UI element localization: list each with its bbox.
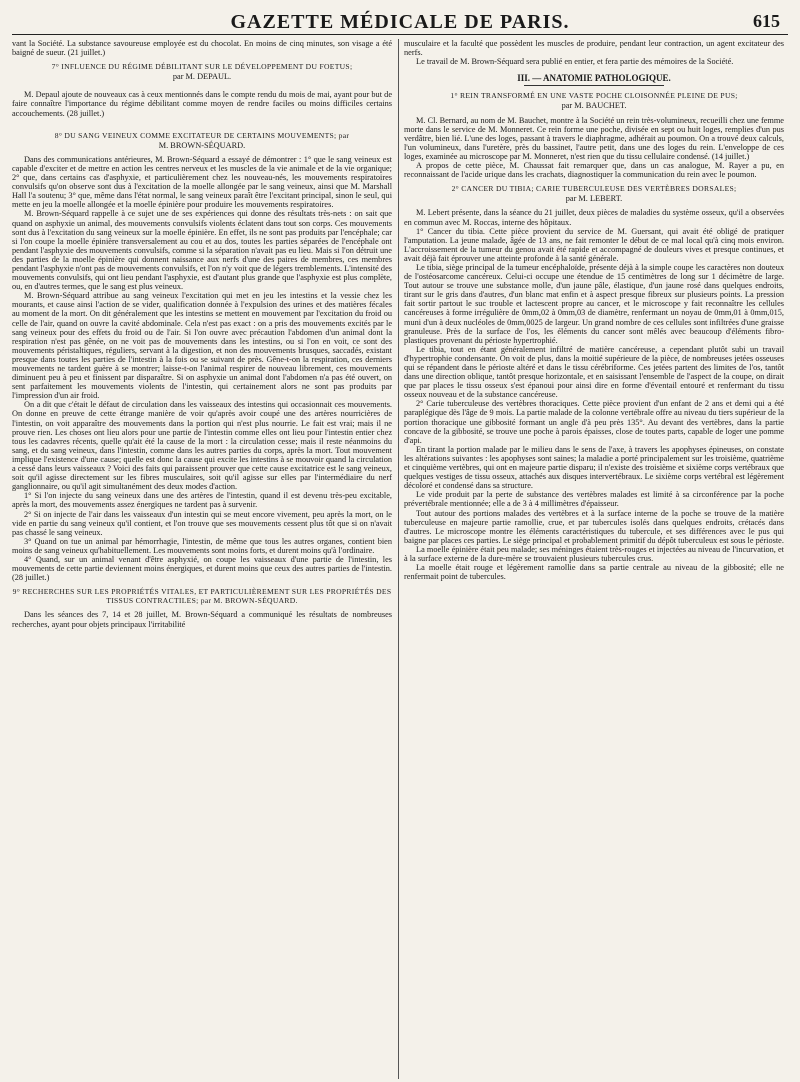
section-title: 1° REIN TRANSFORMÉ EN UNE VASTE POCHE CLOISONNÉE PLEINE DE PUS; (450, 91, 738, 101)
paragraph: M. Depaul ajoute de nouveaux cas à ceux mentionnés dans le compte rendu du mois de mai, ayant pour but de faire connaître l'importance du régime débilitant comme moyen de rendre faciles ou moins difficiles certains accouchements. (28 juillet.) (12, 90, 392, 118)
paragraph: M. Lebert présente, dans la séance du 21 juillet, deux pièces de maladies du système osseux, qu'il a observées en commun avec M. Roccas, interne des hôpitaux. (404, 208, 784, 227)
paragraph: M. Brown-Séquard rappelle à ce sujet une de ses expériences qui donne des résultats très-nets : on sait que quand on asphyxie un animal, des mouvements convulsifs violents éclatent dans tout son corps. Ces mouvements sont dus à l'excitation du sang veineux sur la moelle épinière. En effet, ils ne sont pas produits par l'encéphale; car si l'on coupe la moelle épinière transversalement au cou et au dos, toutes les parties séparées de l'encéphale ont pendant l'asphyxie des mouvements convulsifs, comme si la séparation n'avait pas eu lieu. Mais si l'on détruit une des parties de la moelle épinière qui donnent naissance aux nerfs d'une des paires de membres, ces membres pendant l'asphyxie n'ont pas de mouvements convulsifs, et l'on n'y voit que de légers tremblements. L'intensité des mouvements convulsifs, qui ont lieu pendant l'asphyxie, est d'autant plus grande que l'asphyxie est plus complète, ou, en d'autres termes, que le sang est plus veineux. (12, 209, 392, 292)
paragraph: 1° Si l'on injecte du sang veineux dans une des artères de l'intestin, quand il est devenu très-peu excitable, après la mort, des mouvements assez énergiques ne tardent pas à survenir. (12, 491, 392, 510)
page-number: 615 (753, 11, 780, 31)
paragraph: Le travail de M. Brown-Séquard sera publié en entier, et fera partie des mémoires de la Société. (416, 57, 734, 67)
column-divider (398, 39, 399, 1079)
journal-title: GAZETTE MÉDICALE DE PARIS. (230, 11, 570, 33)
right-column (404, 39, 784, 581)
paragraph: vant la Société. La substance savoureuse employée est du chocolat. En moins de cinq minutes, son visage a été baigné de sueur. (21 juillet.) (12, 39, 392, 58)
paragraph: 2° Carie tuberculeuse des vertèbres thoraciques. Cette pièce provient d'un enfant de 2 ans et demi qui a été paraplégique dès l'âge de 9 mois. La partie malade de la colonne vertébrale offre au niveau du tiers supérieur de la portion thoracique une gibbosité formant un angle d'à peu près 135°. Au devant des vertèbres, dans la partie concave de la gibbosité, se trouve une poche à parois épaisses, close de toutes parts, capable de loger une pomme d'api. (404, 399, 784, 445)
paragraph: La moelle était rouge et légèrement ramollie dans sa partie centrale au niveau de la gibbosité; elle ne renfermait point de tubercules. (404, 563, 784, 582)
section-title: 7° INFLUENCE DU RÉGIME DÉBILITANT SUR LE DÉVELOPPEMENT DU FOETUS; (51, 62, 353, 72)
left-column (12, 39, 392, 629)
paragraph: En tirant la portion malade par le milieu dans le sens de l'axe, à travers les apophyses épineuses, on constate les altérations suivantes : les apophyses sont saines; la maladie a porté principalement sur les troisième, quatrième et cinquième vertèbres, qui ont en majeure partie disparu; il n'existe des troisième et sixième corps vertébraux que quelques vestiges de tissu osseux, attachés aux disques intervertébraux. Le sixième corps vertébral est légèrement décoloré et condensé dans sa structure. (404, 444, 784, 491)
section-author: par M. DEPAUL. (172, 72, 232, 82)
page-header (12, 8, 788, 35)
paragraph: 3° Quand on tue un animal par hémorrhagie, l'intestin, de même que tous les autres organes, contient bien moins de sang veineux qu'habituellement. Les mouvements sont moins forts, et durent moins qu'à l'ordinaire. (12, 536, 392, 555)
paragraph: 4° Quand, sur un animal venant d'être asphyxié, on coupe les vaisseaux d'une partie de l'intestin, les mouvements de cette partie deviennent moins énergiques, et durent moins que ceux des autres parties de l'intestin. (28 juillet.) (12, 554, 392, 583)
heading-rule (524, 85, 664, 86)
section-title: 8° DU SANG VEINEUX COMME EXCITATEUR DE CERTAINS MOUVEMENTS; par (54, 130, 350, 140)
paragraph: M. Brown-Séquard attribue au sang veineux l'excitation qui met en jeu les intestins et la vessie chez les mourants, et cause ainsi l'action de se vider, qualification donnée à l'expulsion des urines et des matières fécales au moment de la mort. On dit généralement que les intestins se mettent en mouvement par l'excitation du froid ou celle de l'air, quand on ouvre la cavité abdominale. Cela n'est pas exact : on a pris des mouvements excités par le sang veineux pour des effets du froid ou de l'air. Si l'on ouvre avec précaution l'abdomen d'un animal dont la respiration n'est pas gênée, on ne voit pas de mouvements dans les intestins, ou si l'on en voit, ce sont des mouvements péristaltiques, réguliers, servant à la digestion, et non des mouvements brusques, saccadés, existant presque dans toutes les parties de l'intestin à la fois ou se suivant de près. Gêne-t-on la respiration, ces derniers mouvements ne tardent guère à se montrer; laisse-t-on l'animal respirer de nouveau librement, ces mouvements diminuent peu à peu et finissent par disparaître. Si on asphyxie un animal dont l'abdomen n'a pas été ouvert, on sent parfaitement les mouvements violents de l'intestin, qui certainement alors ne sont pas produits par l'impression d'un air froid. (12, 291, 392, 401)
paragraph: On a dit que c'était le défaut de circulation dans les vaisseaux des intestins qui occasionnait ces mouvements. On donne en preuve de cette étrange manière de voir qu'après avoir coupé une des artères nourricières de l'intestin, on voit apparaître des mouvements dans la portion qui n'est plus nourrie. Le fait est vrai; mais il ne prouve rien. Les choses ont lieu alors pour une partie de l'intestin comme elles ont lieu pour l'intestin entier chez tous les cadavres récents, quelle qu'ait été la cause de la mort : la circulation cesse; mais il reste néanmoins du sang, et du sang veineux, dans l'intestin, comme dans les autres parties du corps, après la mort. Tout mouvement implique l'existence d'une cause; quelle est donc la cause qui excite les intestins à se mouvoir quand la circulation a cessé dans leurs vaisseaux ? Voici des faits qui paraissent prouver que cette cause excitatrice est le sang veineux, soit qu'il agisse directement sur les fibres musculaires, soit qu'il agisse sur elles par l'intermédiaire du nerf ganglionnaire, ou qu'il agit simultanément des deux modes d'action. (12, 400, 392, 492)
part-heading: III. — ANATOMIE PATHOLOGIQUE. (517, 73, 671, 84)
section-title: 9° RECHERCHES SUR LES PROPRIÉTÉS VITALES, ET PARTICULIÈREMENT SUR LES PROPRIÉTÉS DES TISSUS CONTRACTILES; par M. BROWN-SÉQUARD. (12, 587, 392, 606)
section-author: par M. BAUCHET. (561, 101, 627, 111)
paragraph: Le tibia, siège principal de la tumeur encéphaloïde, présente déjà à la simple coupe les caractères non douteux de l'ostéosarcome cancéreux. Celui-ci occupe une étendue de 15 centimètres de long sur 1 décimètre de large. Tout autour se trouve une substance molle, d'un jaune pâle, élastique, d'un jaune rosé dans quelques endroits, tirant sur le gris dans d'autres, d'un blanc mat enfin et à aspect presque fibreux sur plusieurs points. La pression fait sortir partout le suc trouble et lactescent propre au cancer, et le microscope y fait reconnaître les cellules cancéreuses à forme irrégulière de 0mm,02 à 0mm,03 de diamètre, renfermant un noyau de 0mm,01 à 0mm,015, muni d'un à deux nucléoles de 0mm,0025 de largeur. Un grand nombre de ces cellules sont infiltrées d'une graisse granuleuse. Près de la surface de l'os, les éléments du cancer sont mêlés avec beaucoup d'éléments fibro-plastiques provenant du périoste hypertrophié. (404, 262, 784, 345)
paragraph: Dans les séances des 7, 14 et 28 juillet, M. Brown-Séquard a communiqué les résultats de nombreuses recherches, ayant pour objets principaux l'irritabilité (12, 610, 392, 629)
section-author: M. BROWN-SÉQUARD. (158, 140, 246, 150)
paragraph: A propos de cette pièce, M. Chaussat fait remarquer que, dans un cas analogue, M. Rayer a pu, en reconnaissant de l'acide urique dans les crachats, diagnostiquer la communication du rein avec le poumon. (404, 161, 784, 180)
paragraph: Dans des communications antérieures, M. Brown-Séquard a essayé de démontrer : 1° que le sang veineux est capable d'exciter et de mettre en action les centres nerveux et les muscles de la vie animale et de la vie organique; 2° que, dans certains cas d'asphyxie, et particulièrement chez les nouveau-nés, les mouvements respiratoires convulsifs qu'on observe sont dus à l'excitation de la moelle allongée par le sang veineux, ainsi que M. Marshall Hall l'a soutenu; 3° que, même dans l'état normal, le sang veineux paraît être l'excitant principal, sinon le seul, qui mette en jeu la moelle allongée et la moelle épinière pour produire les mouvements respiratoires. (12, 154, 392, 210)
section-author: par M. LEBERT. (565, 194, 623, 204)
paragraph: musculaire et la faculté que possèdent les muscles de produire, pendant leur contraction, un agent excitateur des nerfs. (404, 39, 784, 58)
paragraph: M. Cl. Bernard, au nom de M. Bauchet, montre à la Société un rein très-volumineux, recueilli chez une femme morte dans le service de M. Monneret. Ce rein forme une poche, divisée en sept ou huit loges, remplies d'un pus verdâtre, bien lié. L'une des loges, passant à travers le diaphragme, adhérait au poumon. On a trouvé deux calculs, l'un volumineux, dans l'uretère, près du bassinet, l'autre petit, dans une des loges du rein. L'enveloppe de ces loges, examinée au microscope par M. Monneret, n'est rien que du tissu cellulaire condensé. (14 juillet.) (404, 115, 784, 161)
paragraph: La moelle épinière était peu malade; ses méninges étaient très-rouges et injectées au niveau de l'incurvation, et à la surface externe de la dure-mère se trouvaient plusieurs tubercules crus. (404, 544, 784, 563)
paragraph: Le tibia, tout en étant généralement infiltré de matière cancéreuse, a cependant plutôt subi un travail d'hypertrophie condensante. On voit de plus, dans la moitié supérieure de la pièce, de nombreuses jetées osseuses qui se répandent dans le périoste altéré et dans le tissu cérébriforme. Ces jetées partent des limites de l'os, tantôt dans une direction oblique, tantôt presque horizontale, et en saisissant l'ensemble de l'aspect de la coupe, on dirait que par places le tissu osseux s'est épanoui pour ainsi dire en forme d'éventail entouré et renfermant du tissu osseux nouveau et de la substance cancéreuse. (404, 344, 784, 400)
paragraph: 2° Si on injecte de l'air dans les vaisseaux d'un intestin qui se meut encore vivement, peu après la mort, on le vide en partie du sang veineux qu'il contient, et l'on trouve que ses mouvements cessent plus tôt que si on n'avait pas chassé le sang veineux. (12, 509, 392, 537)
section-title: 2° CANCER DU TIBIA; CARIE TUBERCULEUSE DES VERTÈBRES DORSALES; (451, 184, 737, 194)
paragraph: Tout autour des portions malades des vertèbres et à la surface interne de la poche se trouve de la matière tuberculeuse en majeure partie ramollie, crue, et par tubercules isolés dans quelques endroits, crétacés dans d'autres. Le microscope montre les éléments caractéristiques du tubercule, et ses différences avec le pus qui baigne par places ces parties. Le siège principal et probablement primitif du dépôt tuberculeux est sous le périoste. (404, 508, 784, 545)
paragraph: 1° Cancer du tibia. Cette pièce provient du service de M. Guersant, qui avait été obligé de pratiquer l'amputation. La jeune malade, âgée de 13 ans, ne fait remonter le début de ce mal local qu'à cinq mois environ. L'accroissement de la tumeur du genou avait été rapide et accompagné de douleurs vives et presque continues, et avait déjà fait éprouver une atteinte profonde à la santé générale. (404, 226, 784, 263)
paragraph: Le vide produit par la perte de substance des vertèbres malades est limité à sa circonférence par la poche prévertébrale mentionnée; elle a de 3 à 4 millimètres d'épaisseur. (404, 490, 784, 509)
